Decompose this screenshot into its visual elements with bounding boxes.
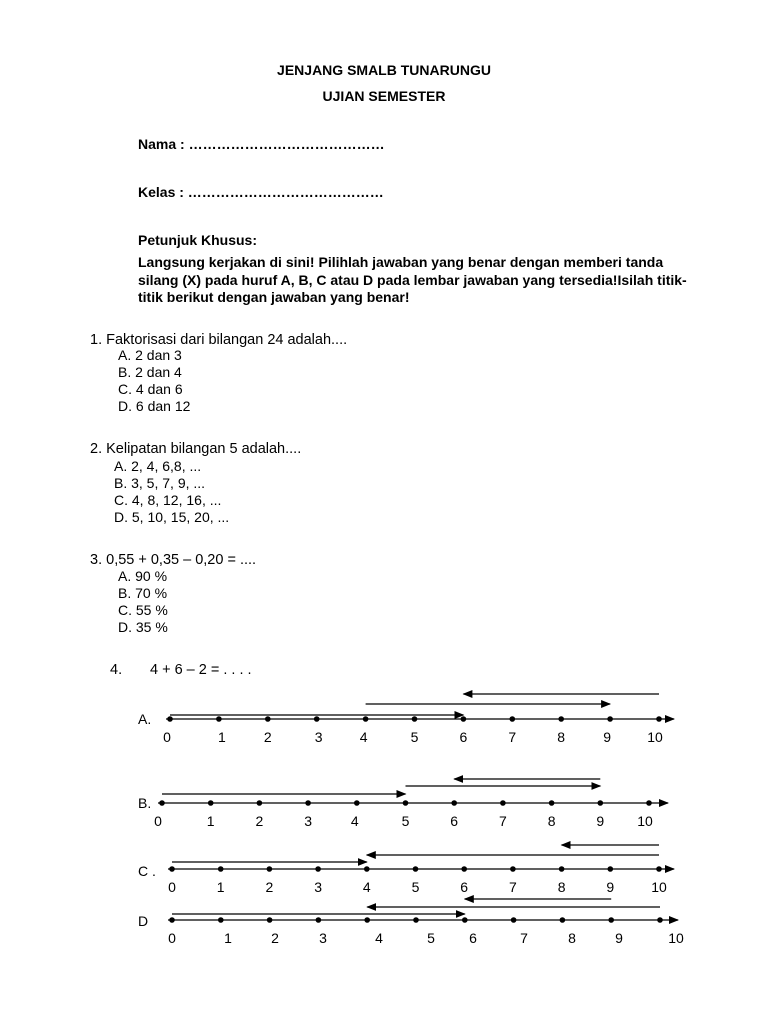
number-line-tick-label: 8 <box>557 729 566 745</box>
number-line-option-1 <box>138 694 674 745</box>
number-line-label: B. <box>138 795 152 811</box>
number-line-option-3 <box>138 845 674 895</box>
number-line-point <box>364 866 370 872</box>
number-line-point <box>461 716 467 722</box>
number-line-tick-label: 2 <box>263 729 272 745</box>
instructions-heading: Petunjuk Khusus: <box>138 232 258 248</box>
number-line-point <box>451 800 457 806</box>
number-line-tick-label: 6 <box>450 813 459 829</box>
question-text: 0,55 + 0,35 – 0,20 = .... <box>106 552 257 568</box>
number-line-tick-label: 4 <box>362 879 371 895</box>
number-line-tick-label: 1 <box>206 813 215 829</box>
number-line-point <box>354 800 360 806</box>
number-line-point <box>559 866 565 872</box>
question-4-number: 4. <box>110 662 123 678</box>
number-line-tick-label: 9 <box>596 813 605 829</box>
q2-option-c: C. 4, 8, 12, 16, ... <box>114 492 222 508</box>
number-line-tick-label: 5 <box>427 930 435 946</box>
number-line-tick-label: 0 <box>168 879 176 895</box>
nama-field: Nama : …………………………………… <box>138 136 385 152</box>
number-line-point <box>257 800 263 806</box>
question-text: Kelipatan bilangan 5 adalah.... <box>106 441 302 457</box>
q3-option-c: C. 55 % <box>118 602 168 618</box>
number-line-point <box>412 716 418 722</box>
number-line-tick-label: 0 <box>163 729 171 745</box>
number-line-tick-label: 5 <box>410 729 419 745</box>
question-number: 3. <box>90 552 103 568</box>
number-line-tick-label: 7 <box>520 930 528 946</box>
number-line-tick-label: 1 <box>216 879 225 895</box>
number-line-point <box>413 866 419 872</box>
number-line-point <box>608 866 614 872</box>
number-line-point <box>403 800 409 806</box>
number-line-option-4 <box>138 899 684 946</box>
number-line-tick-label: 6 <box>469 930 477 946</box>
number-line-point <box>218 917 224 923</box>
number-line-point <box>598 800 604 806</box>
number-line-tick-label: 1 <box>218 729 226 745</box>
number-line-point <box>159 800 165 806</box>
number-line-point <box>265 716 271 722</box>
number-line-point <box>656 866 662 872</box>
number-line-tick-label: 2 <box>255 813 264 829</box>
number-line-tick-label: 9 <box>606 879 615 895</box>
instructions-text: Langsung kerjakan di sini! Pilihlah jawaban yang benar dengan memberi tanda silang (X) pada huruf A, B, C atau D pada lembar jawaban yang tersedia!Isilah titik-titik berikut dengan jawaban yang benar! <box>138 254 687 305</box>
number-line-point <box>511 917 517 923</box>
number-line-point <box>560 917 566 923</box>
number-line-tick-label: 8 <box>568 930 576 946</box>
number-line-tick-label: 9 <box>615 930 623 946</box>
number-line-point <box>169 866 175 872</box>
number-line-point <box>558 716 564 722</box>
number-line-point <box>657 917 663 923</box>
number-line-point <box>315 866 321 872</box>
number-line-point <box>305 800 311 806</box>
number-line-tick-label: 0 <box>168 930 176 946</box>
number-line-tick-label: 8 <box>557 879 566 895</box>
number-line-tick-label: 4 <box>359 729 368 745</box>
number-line-option-2 <box>138 779 668 829</box>
number-line-tick-label: 3 <box>304 813 312 829</box>
q1-option-a: A. 2 dan 3 <box>118 347 182 363</box>
number-line-tick-label: 9 <box>603 729 611 745</box>
number-line-tick-label: 7 <box>509 879 517 895</box>
q2-option-d: D. 5, 10, 15, 20, ... <box>114 509 230 525</box>
number-line-tick-label: 7 <box>499 813 507 829</box>
number-line-point <box>169 917 175 923</box>
q1-option-c: C. 4 dan 6 <box>118 381 183 397</box>
q1-option-b: B. 2 dan 4 <box>118 364 182 380</box>
number-line-tick-label: 3 <box>314 879 322 895</box>
number-line-point <box>549 800 555 806</box>
number-line-point <box>500 800 506 806</box>
number-line-tick-label: 8 <box>547 813 556 829</box>
number-line-label: C . <box>138 863 156 879</box>
number-line-tick-label: 10 <box>651 879 667 895</box>
number-line-point <box>316 917 322 923</box>
number-line-point <box>167 716 173 722</box>
q3-option-a: A. 90 % <box>118 568 168 584</box>
number-line-point <box>656 716 662 722</box>
number-line-tick-label: 5 <box>401 813 410 829</box>
q3-option-b: B. 70 % <box>118 585 168 601</box>
question-4-text: 4 + 6 – 2 = . . . . <box>150 662 252 678</box>
number-line-label: D <box>138 913 149 929</box>
number-line-point <box>216 716 222 722</box>
number-line-point <box>314 716 320 722</box>
q2-option-b: B. 3, 5, 7, 9, ... <box>114 475 206 491</box>
number-line-point <box>646 800 652 806</box>
number-line-point <box>363 716 369 722</box>
number-line-tick-label: 7 <box>508 729 517 745</box>
number-line-tick-label: 6 <box>460 879 469 895</box>
number-line-point <box>607 716 613 722</box>
question-number: 1. <box>90 332 103 348</box>
q3-option-d: D. 35 % <box>118 619 168 635</box>
document-subtitle: UJIAN SEMESTER <box>322 88 446 104</box>
kelas-field: Kelas : …………………………………… <box>138 184 384 200</box>
number-line-tick-label: 0 <box>154 813 162 829</box>
number-line-point <box>364 917 370 923</box>
number-line-point <box>267 917 273 923</box>
number-line-point <box>510 866 516 872</box>
number-line-tick-label: 6 <box>459 729 468 745</box>
number-line-point <box>267 866 273 872</box>
number-line-tick-label: 1 <box>224 930 232 946</box>
number-line-point <box>462 917 468 923</box>
number-line-label: A. <box>138 711 152 727</box>
number-line-point <box>461 866 467 872</box>
number-line-point <box>510 716 516 722</box>
number-line-tick-label: 5 <box>411 879 420 895</box>
number-line-tick-label: 10 <box>637 813 653 829</box>
number-line-point <box>413 917 419 923</box>
number-line-tick-label: 4 <box>375 930 383 946</box>
document-title: JENJANG SMALB TUNARUNGU <box>277 62 491 78</box>
question-number: 2. <box>90 441 103 457</box>
number-line-tick-label: 10 <box>647 729 663 745</box>
number-line-tick-label: 3 <box>314 729 323 745</box>
q1-option-d: D. 6 dan 12 <box>118 398 191 414</box>
number-line-tick-label: 10 <box>668 930 684 946</box>
number-line-tick-label: 3 <box>319 930 327 946</box>
question-text: Faktorisasi dari bilangan 24 adalah.... <box>106 332 348 348</box>
number-line-tick-label: 2 <box>265 879 274 895</box>
number-line-point <box>218 866 224 872</box>
number-line-point <box>608 917 614 923</box>
q2-option-a: A. 2, 4, 6,8, ... <box>114 458 202 474</box>
number-line-point <box>208 800 214 806</box>
number-line-tick-label: 4 <box>350 813 359 829</box>
number-line-tick-label: 2 <box>271 930 279 946</box>
